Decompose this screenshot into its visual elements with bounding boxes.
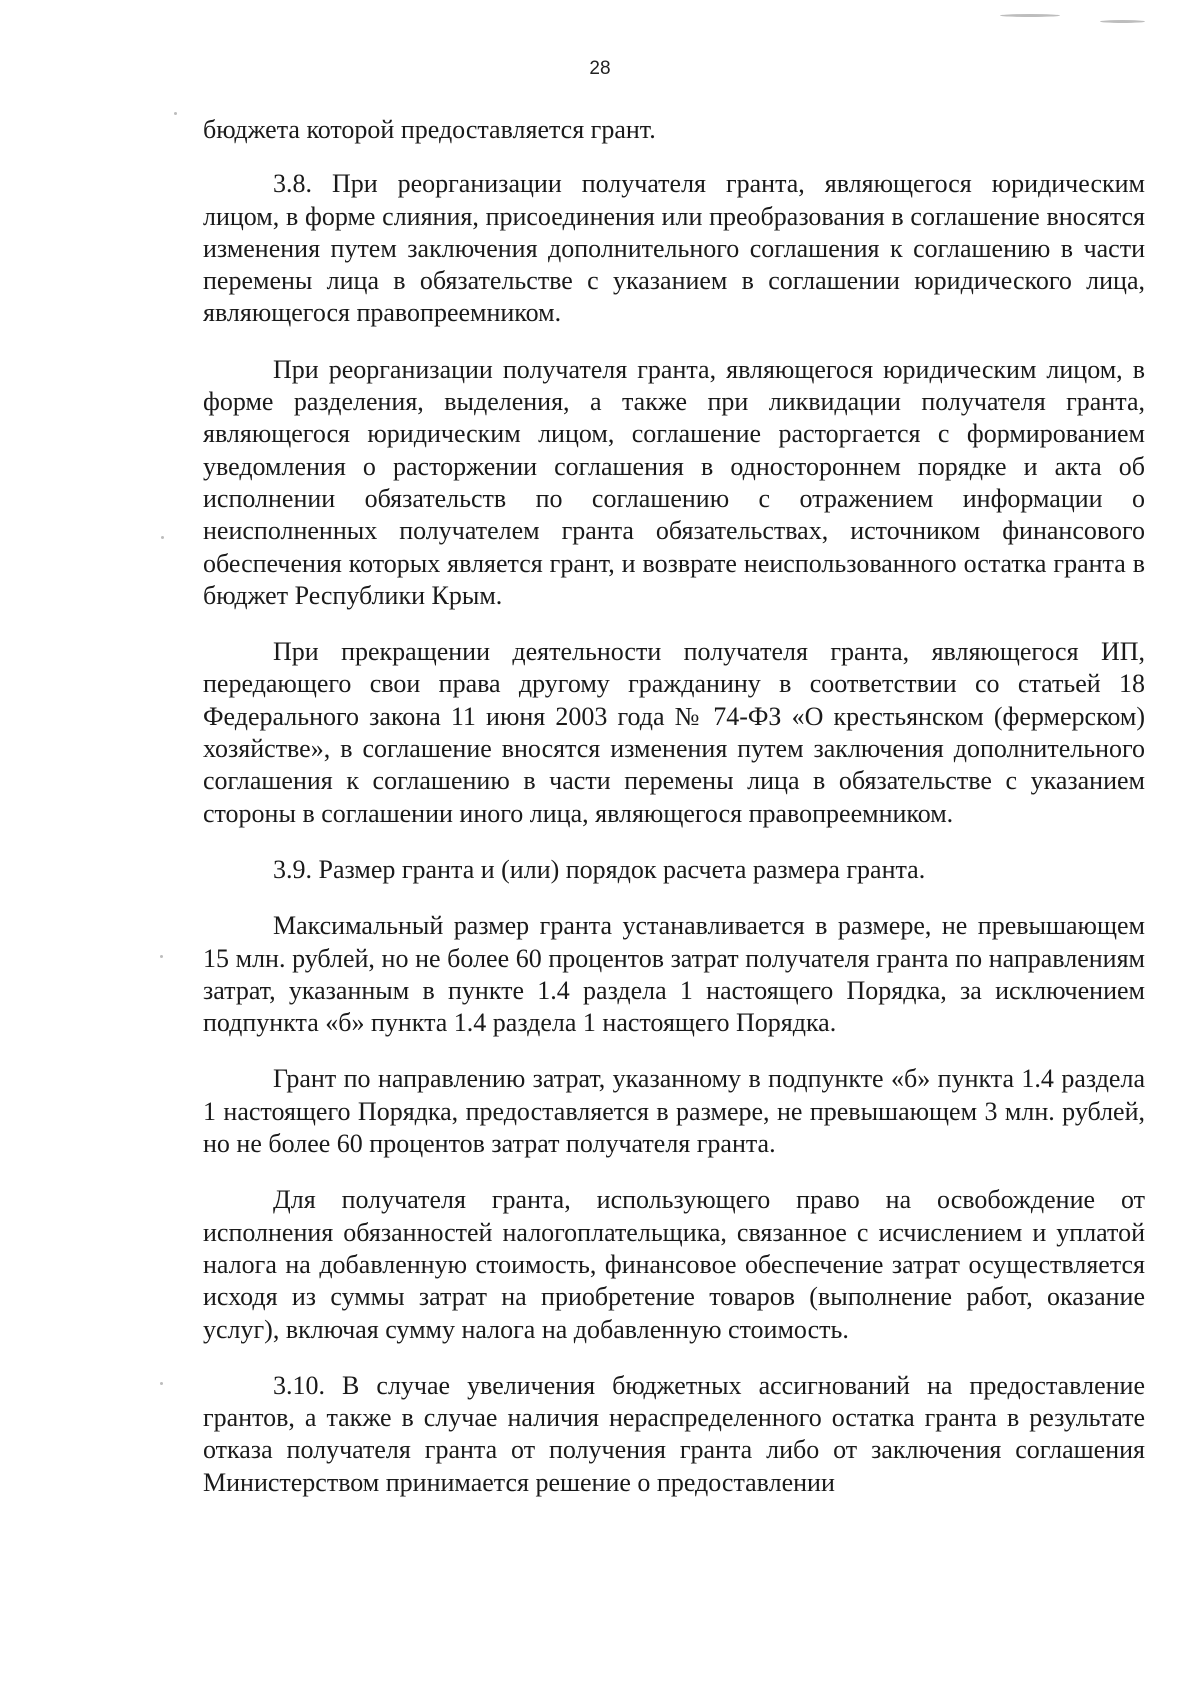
scan-artifact: [174, 112, 177, 115]
paragraph-termination-ip: При прекращении деятельности получателя гранта, являющегося ИП, передающего свои права другому гражданину в соответствии со статьей 18 Федерального закона 11 июня 2003 года № 74-ФЗ «О крестьянском (фермерском) хозяйстве», в соглашение вносятся изменения путем заключения дополнительного соглашения к соглашению в части перемены лица в обязательстве с указанием стороны в соглашении иного лица, являющегося правопреемником.: [203, 637, 1145, 828]
scan-artifact: [161, 536, 164, 539]
paragraph-3-9-heading: 3.9. Размер гранта и (или) порядок расчета размера гранта.: [273, 854, 926, 884]
scan-artifact: [1000, 14, 1060, 17]
paragraph-vat: Для получателя гранта, использующего право на освобождение от исполнения обязанностей налогоплательщика, связанное с исчислением и уплатой налога на добавленную стоимость, финансовое обеспечение затрат осуществляется исходя из суммы затрат на приобретение товаров (выполнение работ, оказание услуг), включая сумму налога на добавленную стоимость.: [203, 1185, 1145, 1344]
paragraph-grant-b: Грант по направлению затрат, указанному в подпункте «б» пункта 1.4 раздела 1 настоящего Порядка, предоставляется в размере, не превышающем 3 млн. рублей, но не более 60 процентов затрат получателя гранта.: [203, 1064, 1145, 1159]
paragraph-3-10: 3.10. В случае увеличения бюджетных ассигнований на предоставление грантов, а также в случае наличия нераспределенного остатка гранта в результате отказа получателя гранта от получения гранта либо от заключения соглашения Министерством принимается решение о предоставлении: [203, 1370, 1145, 1497]
document-body: [203, 114, 1145, 1499]
paragraph-continuation: бюджета которой предоставляется грант.: [203, 115, 656, 144]
paragraph-reorganization-division: При реорганизации получателя гранта, являющегося юридическим лицом, в форме разделения, выделения, а также при ликвидации получателя гранта, являющегося юридическим лицом, соглашение расторгается с формированием уведомления о расторжении соглашения в одностороннем порядке и акта об исполнении обязательств по соглашению с отражением информации о неисполненных получателем гранта обязательствах, источником финансового обеспечения которых является грант, и возврате неиспользованного остатка гранта в бюджет Республики Крым.: [203, 354, 1145, 610]
scan-artifact: [1100, 20, 1145, 23]
paragraph-max-grant: Максимальный размер гранта устанавливается в размере, не превышающем 15 млн. рублей, но не более 60 процентов затрат получателя гранта по направлениям затрат, указанным в пункте 1.4 раздела 1 настоящего Порядка, за исключением подпункта «б» пункта 1.4 раздела 1 настоящего Порядка.: [203, 911, 1145, 1038]
page-number: 28: [589, 58, 611, 79]
scan-artifact: [160, 955, 163, 958]
paragraph-3-8: 3.8. При реорганизации получателя гранта, являющегося юридическим лицом, в форме слияния, присоединения или преобразования в соглашение вносятся изменения путем заключения дополнительного соглашения к соглашению в части перемены лица в обязательстве с указанием в соглашении юридического лица, являющегося правопреемником.: [203, 169, 1145, 328]
scan-artifact: [160, 1382, 163, 1385]
